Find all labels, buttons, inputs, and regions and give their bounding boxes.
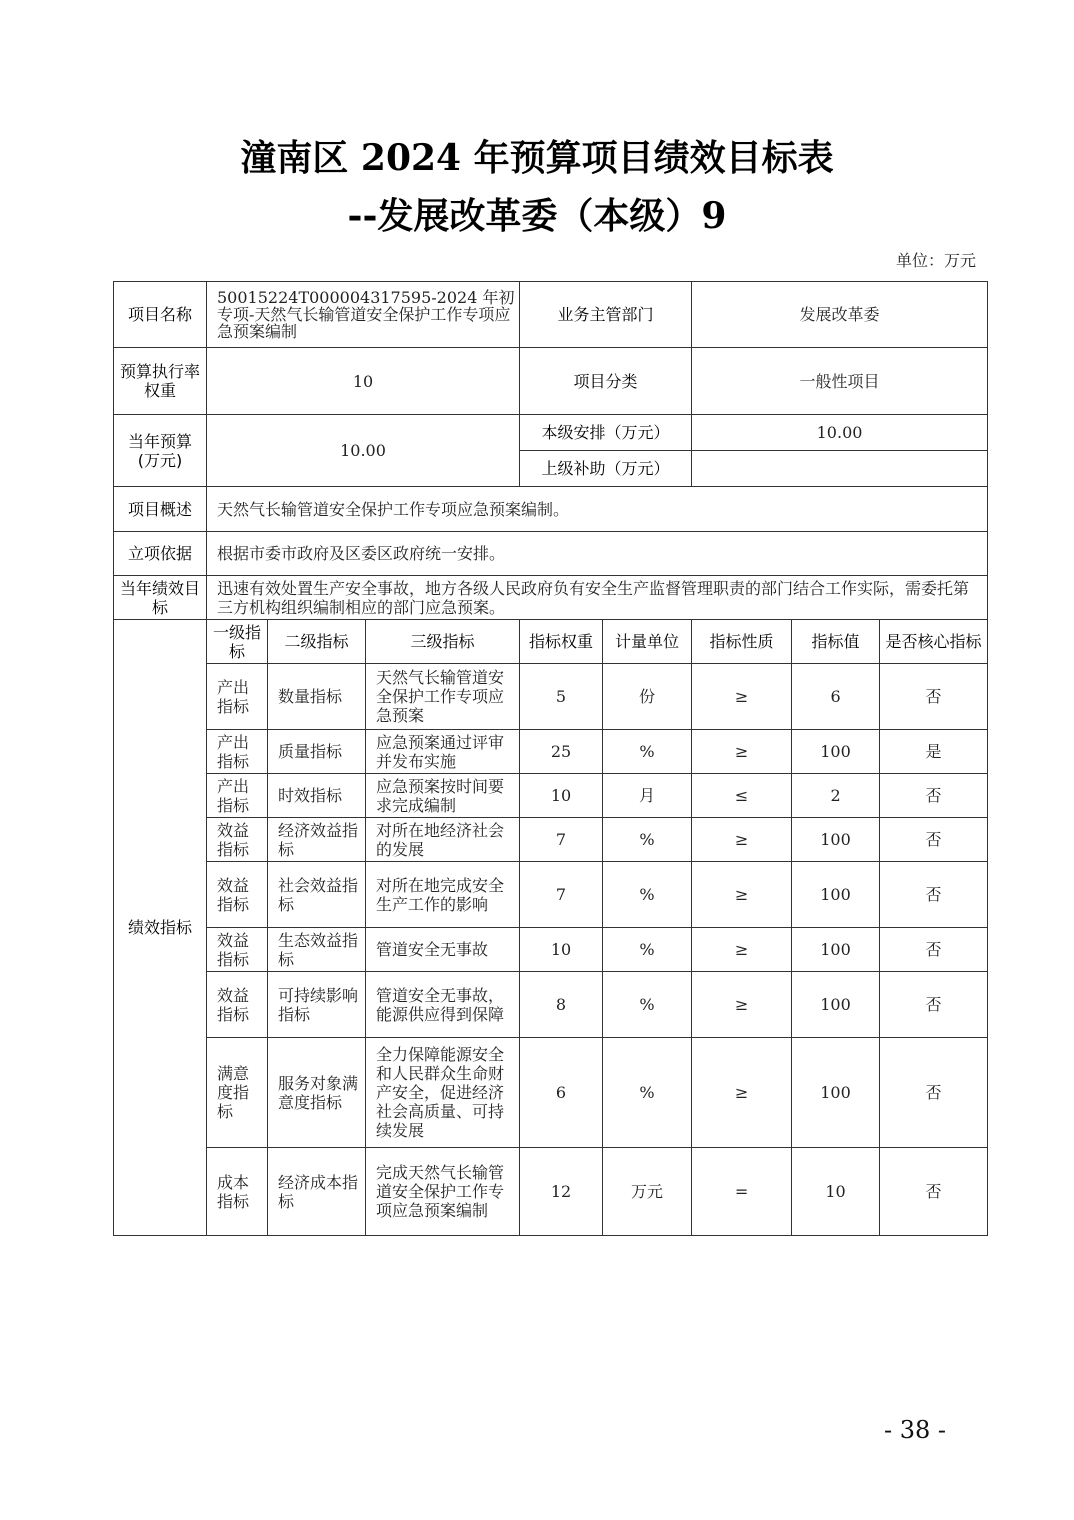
indicator-level1: 效益指标: [207, 862, 268, 928]
indicator-row: [114, 730, 988, 774]
row-basis: [114, 532, 988, 576]
indicator-core: 否: [880, 928, 988, 972]
indicator-weight: 8: [520, 972, 603, 1038]
indicator-level2: 可持续影响指标: [268, 972, 366, 1038]
row-project-name: [114, 282, 988, 348]
indicator-level2: 社会效益指标: [268, 862, 366, 928]
project-name-value: 50015224T000004317595-2024 年初专项-天然气长输管道安全保护工作专项应急预案编制: [207, 282, 520, 348]
budget-label: 当年预算(万元): [114, 415, 207, 487]
indicator-nature: ≤: [692, 774, 792, 818]
indicator-row: [114, 928, 988, 972]
indicator-value: 10: [792, 1148, 880, 1236]
header-level2: 二级指标: [268, 620, 366, 664]
indicator-unit: %: [603, 862, 692, 928]
indicator-core: 否: [880, 774, 988, 818]
indicator-weight: 7: [520, 818, 603, 862]
indicator-core: 是: [880, 730, 988, 774]
indicator-value: 100: [792, 818, 880, 862]
indicator-level2: 生态效益指标: [268, 928, 366, 972]
indicators-section-label: 绩效指标: [114, 620, 207, 1236]
indicator-unit: %: [603, 1038, 692, 1148]
indicator-unit: 份: [603, 664, 692, 730]
overview-value: 天然气长输管道安全保护工作专项应急预案编制。: [207, 487, 988, 532]
header-value: 指标值: [792, 620, 880, 664]
indicator-level2: 时效指标: [268, 774, 366, 818]
indicator-nature: ≥: [692, 818, 792, 862]
dept-label: 业务主管部门: [520, 282, 692, 348]
indicator-level2: 经济效益指标: [268, 818, 366, 862]
exec-weight-label: 预算执行率权重: [114, 348, 207, 415]
indicator-weight: 6: [520, 1038, 603, 1148]
indicator-weight: 12: [520, 1148, 603, 1236]
indicator-unit: %: [603, 972, 692, 1038]
dept-value: 发展改革委: [692, 282, 988, 348]
indicator-level2: 数量指标: [268, 664, 366, 730]
indicator-weight: 10: [520, 928, 603, 972]
indicator-value: 2: [792, 774, 880, 818]
local-label: 本级安排（万元）: [520, 415, 692, 451]
indicator-core: 否: [880, 818, 988, 862]
budget-value: 10.00: [207, 415, 520, 487]
indicator-value: 100: [792, 730, 880, 774]
indicator-level1: 产出指标: [207, 730, 268, 774]
indicator-level1: 成本指标: [207, 1148, 268, 1236]
goal-label: 当年绩效目标: [114, 576, 207, 620]
superior-label: 上级补助（万元）: [520, 451, 692, 487]
exec-weight-value: 10: [207, 348, 520, 415]
indicator-nature: =: [692, 1148, 792, 1236]
indicator-weight: 5: [520, 664, 603, 730]
indicator-nature: ≥: [692, 862, 792, 928]
page-title: 潼南区 2024 年预算项目绩效目标表: [240, 137, 834, 179]
indicator-core: 否: [880, 972, 988, 1038]
indicator-unit: %: [603, 818, 692, 862]
superior-value: [692, 451, 988, 487]
basis-value: 根据市委市政府及区委区政府统一安排。: [207, 532, 988, 576]
performance-table: [113, 281, 988, 1236]
row-overview: [114, 487, 988, 532]
indicator-level1: 效益指标: [207, 928, 268, 972]
indicator-level3: 对所在地完成安全生产工作的影响: [366, 862, 520, 928]
unit-label: 单位：万元: [895, 251, 976, 270]
indicator-core: 否: [880, 1038, 988, 1148]
indicator-level1: 产出指标: [207, 664, 268, 730]
indicator-level1: 效益指标: [207, 972, 268, 1038]
indicator-value: 100: [792, 972, 880, 1038]
row-goal: [114, 576, 988, 620]
indicator-weight: 25: [520, 730, 603, 774]
header-unit: 计量单位: [603, 620, 692, 664]
indicator-core: 否: [880, 664, 988, 730]
indicator-nature: ≥: [692, 928, 792, 972]
indicator-level3: 天然气长输管道安全保护工作专项应急预案: [366, 664, 520, 730]
indicator-level3: 对所在地经济社会的发展: [366, 818, 520, 862]
overview-label: 项目概述: [114, 487, 207, 532]
indicator-unit: 万元: [603, 1148, 692, 1236]
indicator-level1: 满意度指标: [207, 1038, 268, 1148]
header-nature: 指标性质: [692, 620, 792, 664]
header-level3: 三级指标: [366, 620, 520, 664]
indicator-row: [114, 1148, 988, 1236]
indicator-nature: ≥: [692, 730, 792, 774]
indicator-level2: 服务对象满意度指标: [268, 1038, 366, 1148]
category-label: 项目分类: [520, 348, 692, 415]
goal-value: 迅速有效处置生产安全事故，地方各级人民政府负有安全生产监督管理职责的部门结合工作实际，需委托第三方机构组织编制相应的部门应急预案。: [207, 576, 988, 620]
indicator-level3: 完成天然气长输管道安全保护工作专项应急预案编制: [366, 1148, 520, 1236]
row-exec-weight: [114, 348, 988, 415]
project-name-label: 项目名称: [114, 282, 207, 348]
basis-label: 立项依据: [114, 532, 207, 576]
header-level1: 一级指标: [207, 620, 268, 664]
indicator-row: [114, 862, 988, 928]
indicator-level3: 管道安全无事故，能源供应得到保障: [366, 972, 520, 1038]
indicator-row: [114, 774, 988, 818]
page-number: - 38 -: [884, 1416, 947, 1444]
indicator-row: [114, 1038, 988, 1148]
indicator-level3: 应急预案按时间要求完成编制: [366, 774, 520, 818]
indicator-level2: 质量指标: [268, 730, 366, 774]
header-core: 是否核心指标: [880, 620, 988, 664]
indicator-unit: %: [603, 730, 692, 774]
indicator-weight: 7: [520, 862, 603, 928]
indicator-level3: 全力保障能源安全和人民群众生命财产安全，促进经济社会高质量、可持续发展: [366, 1038, 520, 1148]
indicator-core: 否: [880, 1148, 988, 1236]
indicator-level1: 效益指标: [207, 818, 268, 862]
indicator-level1: 产出指标: [207, 774, 268, 818]
row-budget-local: [114, 415, 988, 451]
indicator-row: [114, 972, 988, 1038]
indicator-nature: ≥: [692, 1038, 792, 1148]
indicator-value: 6: [792, 664, 880, 730]
indicator-core: 否: [880, 862, 988, 928]
indicator-row: [114, 818, 988, 862]
local-value: 10.00: [692, 415, 988, 451]
indicator-nature: ≥: [692, 972, 792, 1038]
header-weight: 指标权重: [520, 620, 603, 664]
indicator-value: 100: [792, 928, 880, 972]
indicator-row: [114, 664, 988, 730]
indicator-level3: 管道安全无事故: [366, 928, 520, 972]
indicator-unit: %: [603, 928, 692, 972]
indicator-header-row: [114, 620, 988, 664]
indicator-unit: 月: [603, 774, 692, 818]
indicator-weight: 10: [520, 774, 603, 818]
category-value: 一般性项目: [692, 348, 988, 415]
indicator-value: 100: [792, 1038, 880, 1148]
indicator-nature: ≥: [692, 664, 792, 730]
page-subtitle: --发展改革委（本级）9: [347, 195, 727, 237]
indicator-level3: 应急预案通过评审并发布实施: [366, 730, 520, 774]
indicator-level2: 经济成本指标: [268, 1148, 366, 1236]
indicator-value: 100: [792, 862, 880, 928]
